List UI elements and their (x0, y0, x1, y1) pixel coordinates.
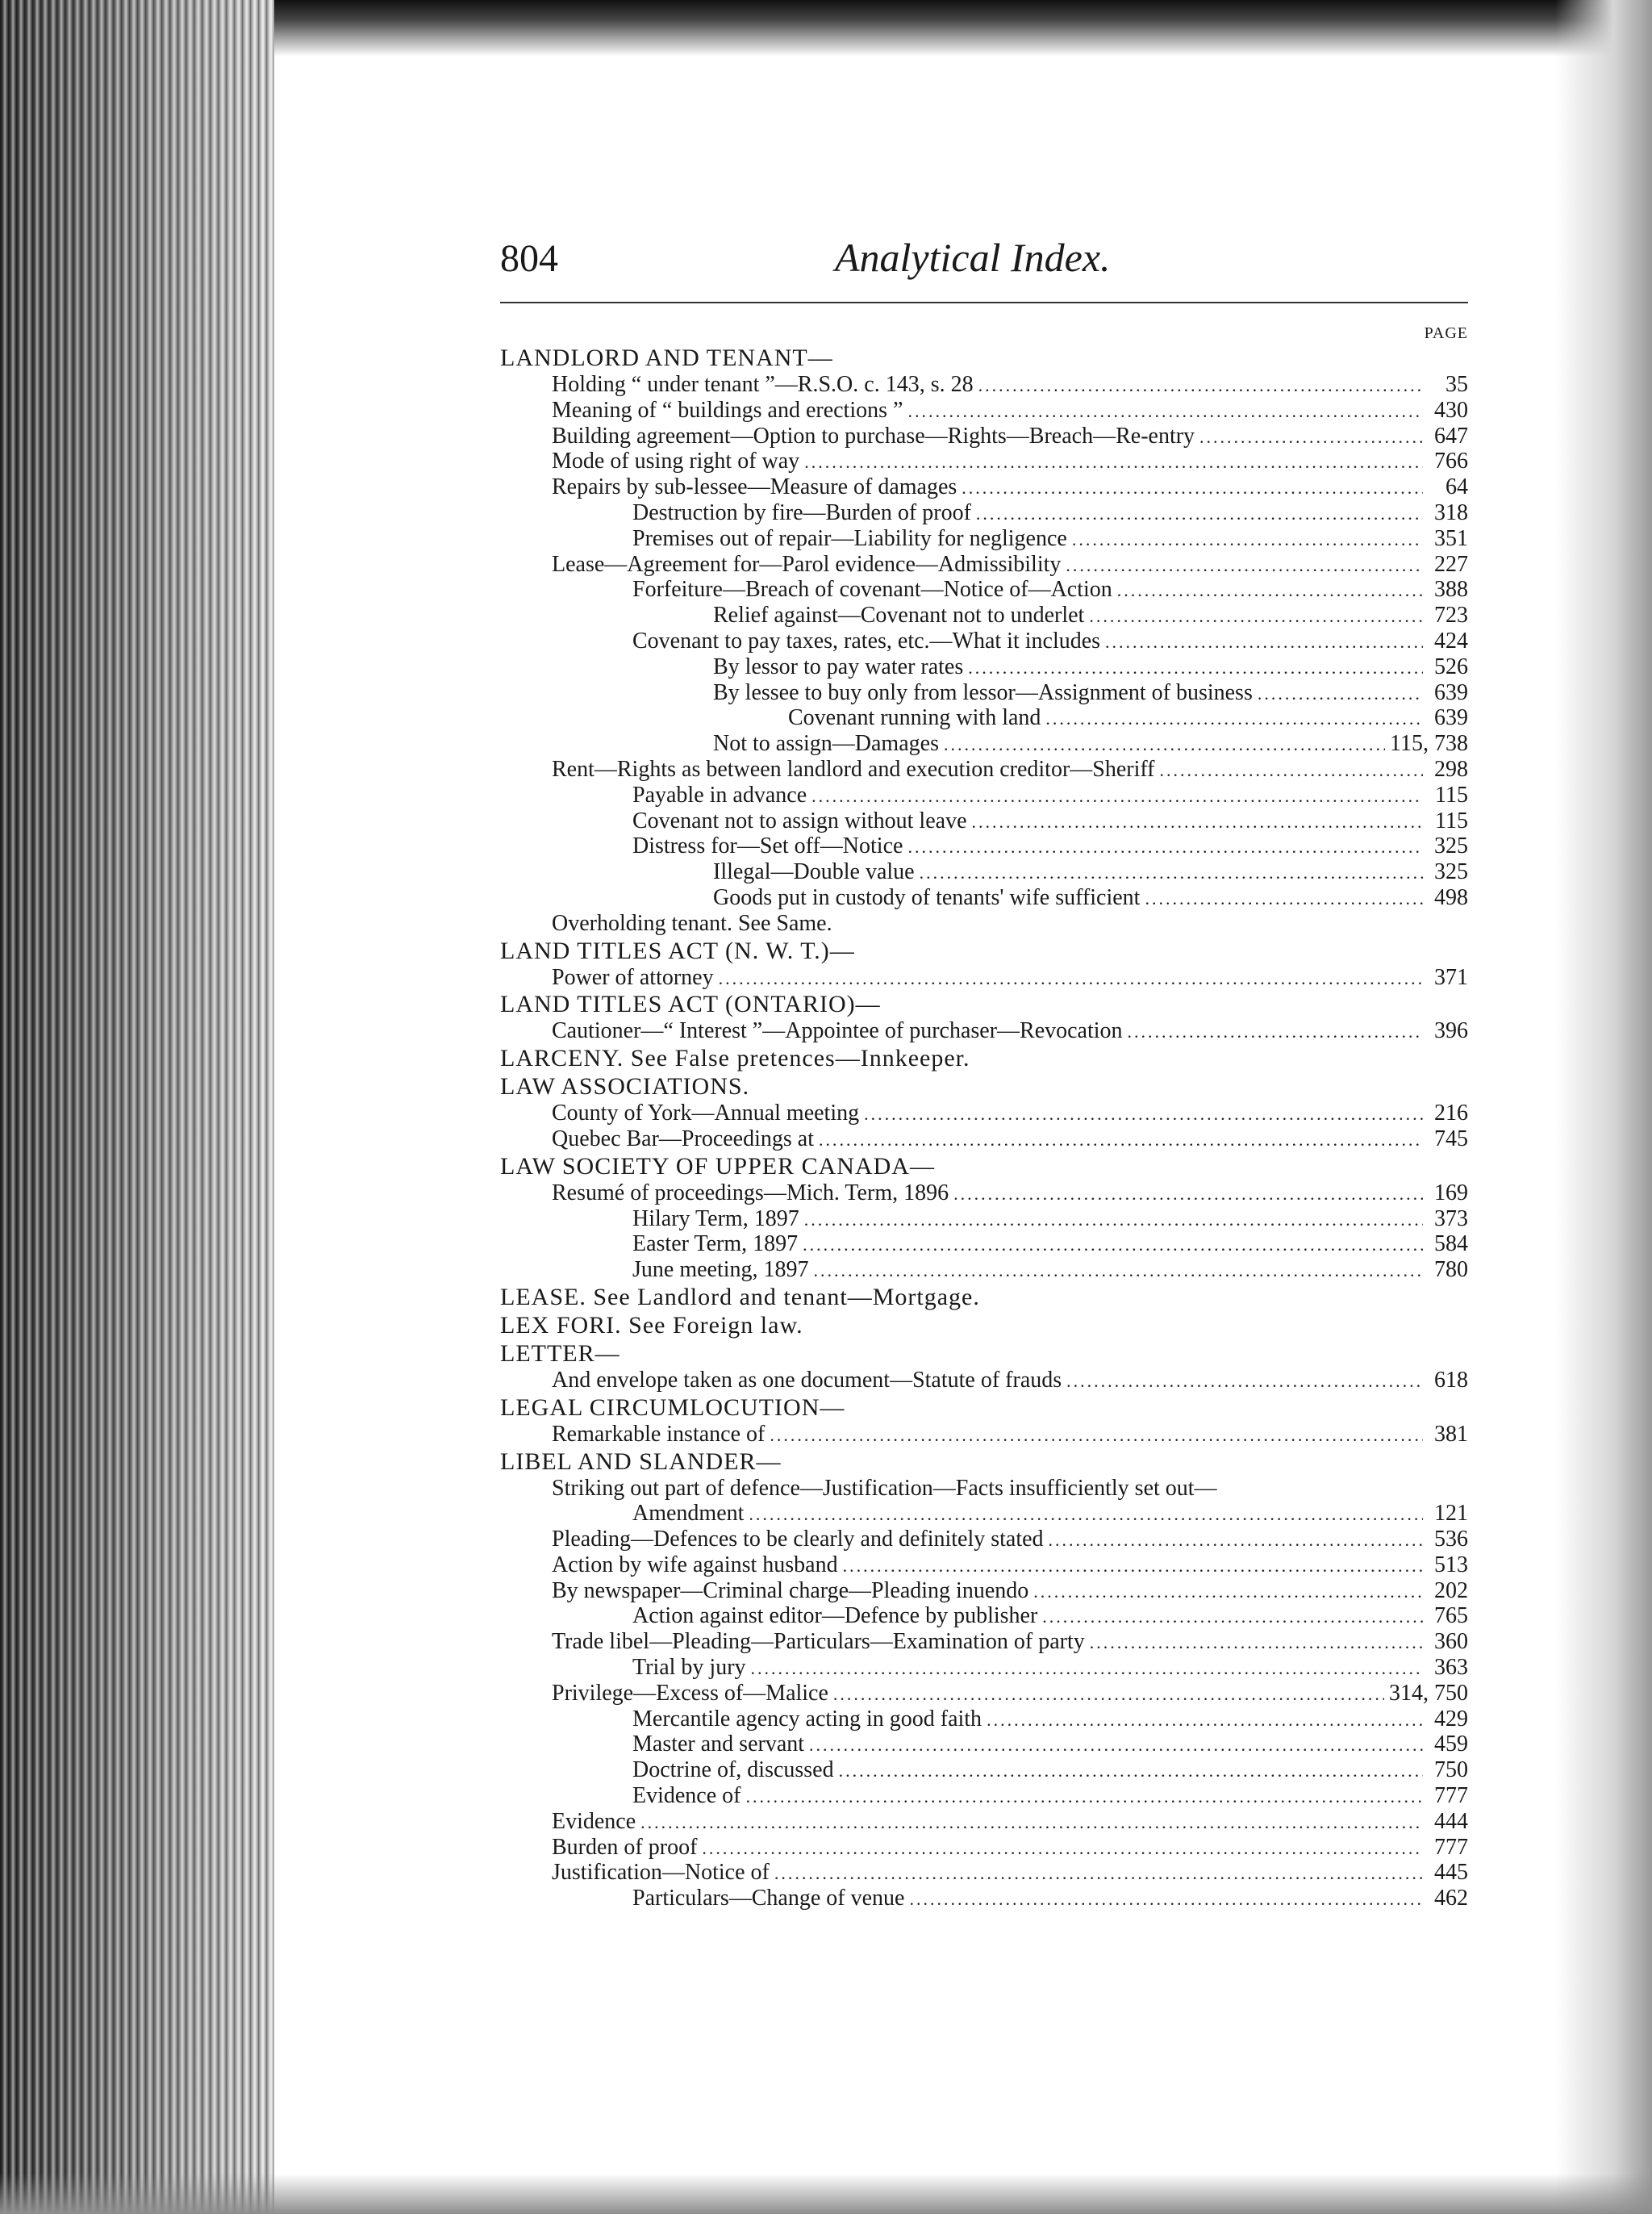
entry-page-number: 618 (1434, 1367, 1468, 1393)
dot-leader (1042, 1604, 1423, 1630)
index-entry (500, 757, 1468, 783)
index-entry (500, 1886, 1468, 1911)
entry-text: By newspaper—Criminal charge—Pleading inuendo (552, 1577, 1029, 1603)
entry-page-number: 169 (1434, 1180, 1468, 1205)
entry-text: Remarkable instance of (552, 1421, 766, 1447)
dot-leader (809, 1732, 1423, 1758)
entry-text: Cautioner—“ Interest ”—Appointee of purchaser—Revocation (552, 1018, 1123, 1044)
index-entry (500, 1126, 1468, 1152)
entry-text: By lessor to pay water rates (713, 654, 964, 679)
dot-leader (843, 1553, 1423, 1579)
dot-leader (864, 1101, 1423, 1127)
dot-leader (1199, 424, 1423, 450)
index-heading (500, 1072, 1468, 1101)
index-page (500, 234, 1468, 1911)
entry-text: Destruction by fire—Burden of proof (632, 499, 971, 525)
entry-text: Easter Term, 1897 (632, 1231, 799, 1257)
dot-leader (1033, 1579, 1423, 1605)
entry-page-number: 765 (1434, 1603, 1468, 1629)
entry-page-number: 536 (1434, 1527, 1468, 1552)
dot-leader (909, 1886, 1423, 1912)
index-entry (500, 1706, 1468, 1732)
index-entry (500, 577, 1468, 603)
entry-page-number: 462 (1434, 1886, 1468, 1911)
entry-text: Resumé of proceedings—Mich. Term, 1896 (552, 1180, 949, 1205)
entry-page-number: 445 (1434, 1860, 1468, 1886)
entry-text: Covenant not to assign without leave (632, 808, 967, 833)
entry-page-number: 325 (1434, 859, 1468, 885)
entry-page-number: 115 (1435, 782, 1468, 808)
entry-text: Goods put in custody of tenants' wife sufficient (713, 884, 1141, 910)
entry-text: Striking out part of defence—Justification—Facts insufficiently set out— (552, 1475, 1217, 1501)
entry-text: Overholding tenant. See Same. (552, 910, 832, 936)
entry-page-number: 381 (1434, 1421, 1468, 1447)
entry-page-number: 430 (1434, 397, 1468, 423)
dot-leader (1066, 553, 1423, 579)
entry-page-number: 115, 738 (1390, 731, 1468, 757)
entry-text: Meaning of “ buildings and erections ” (552, 397, 903, 423)
entry-page-number: 373 (1434, 1205, 1468, 1231)
index-heading (500, 1447, 1468, 1476)
entry-text: Pleading—Defences to be clearly and definitely stated (552, 1527, 1044, 1552)
dot-leader (1089, 604, 1423, 629)
dot-leader (819, 1127, 1423, 1153)
entry-page-number: 363 (1434, 1655, 1468, 1681)
dot-leader (907, 834, 1423, 860)
dot-leader (1090, 1630, 1423, 1656)
scan-bottom-edge (0, 2174, 1652, 2214)
index-entry (500, 1732, 1468, 1757)
dot-leader (987, 1707, 1423, 1733)
dot-leader (719, 966, 1423, 992)
entry-page-number: 777 (1434, 1783, 1468, 1809)
entry-text: Trial by jury (632, 1655, 746, 1681)
dot-leader (814, 1258, 1423, 1284)
index-entry (500, 1860, 1468, 1886)
page-header (500, 234, 1468, 303)
dot-leader (907, 399, 1423, 424)
entry-text: LEX FORI. See Foreign law. (500, 1311, 803, 1339)
dot-leader (1066, 1368, 1423, 1394)
dot-leader (978, 373, 1423, 399)
index-entry (500, 1018, 1468, 1044)
dot-leader (1117, 578, 1423, 604)
entry-page-number: 424 (1434, 628, 1468, 654)
entry-text: June meeting, 1897 (632, 1257, 809, 1283)
index-heading (500, 1339, 1468, 1368)
dot-leader (1128, 1019, 1423, 1045)
index-entry (500, 1527, 1468, 1552)
index-entry (500, 705, 1468, 731)
index-entry (500, 1603, 1468, 1629)
entry-text: Amendment (632, 1501, 745, 1527)
entry-text: Power of attorney (552, 964, 714, 990)
dot-leader (746, 1784, 1424, 1810)
index-entry (500, 474, 1468, 500)
entry-text: LEASE. See Landlord and tenant—Mortgage. (500, 1283, 980, 1310)
entry-text: LAND TITLES ACT (N. W. T.)— (500, 937, 855, 964)
entry-text: Mode of using right of way (552, 449, 800, 474)
index-entry (500, 526, 1468, 552)
entry-text: Action by wife against husband (552, 1552, 838, 1577)
entry-text: LEGAL CIRCUMLOCUTION— (500, 1393, 845, 1421)
entry-page-number: 444 (1434, 1808, 1468, 1834)
index-entry (500, 1206, 1468, 1232)
entry-page-number: 64 (1446, 474, 1468, 500)
entry-page-number: 298 (1434, 756, 1468, 782)
index-heading (500, 344, 1468, 372)
index-entry (500, 1101, 1468, 1126)
dot-leader (962, 475, 1423, 501)
dot-leader (751, 1656, 1423, 1681)
index-entry (500, 1552, 1468, 1578)
entry-text: And envelope taken as one document—Statute of frauds (552, 1367, 1062, 1393)
index-entry (500, 629, 1468, 654)
index-heading (500, 937, 1468, 965)
entry-page-number: 777 (1434, 1834, 1468, 1860)
entry-page-number: 750 (1434, 1757, 1468, 1783)
entry-page-number: 227 (1434, 551, 1468, 577)
entry-page-number: 429 (1434, 1706, 1468, 1732)
index-entry (500, 885, 1468, 911)
index-entry (500, 1231, 1468, 1257)
dot-leader (811, 783, 1423, 809)
entry-page-number: 318 (1434, 499, 1468, 525)
dot-leader (944, 732, 1385, 758)
dot-leader (1258, 681, 1423, 707)
dot-leader (953, 1181, 1423, 1207)
entry-page-number: 639 (1434, 705, 1468, 731)
index-heading (500, 990, 1468, 1018)
index-heading (500, 1283, 1468, 1311)
dot-leader (804, 449, 1423, 475)
entry-text: Forfeiture—Breach of covenant—Notice of—Action (632, 577, 1112, 603)
page-number: 804 (500, 237, 558, 280)
entry-text: Not to assign—Damages (713, 731, 939, 757)
entry-page-number: 35 (1446, 372, 1468, 397)
entry-text: By lessee to buy only from lessor—Assignment of business (713, 679, 1253, 705)
index-entry (500, 1809, 1468, 1835)
dot-leader (968, 655, 1423, 681)
entry-text: Doctrine of, discussed (632, 1757, 834, 1783)
dot-leader (803, 1232, 1423, 1258)
index-entry (500, 1180, 1468, 1206)
index-entry (500, 1629, 1468, 1655)
entry-page-number: 639 (1434, 679, 1468, 705)
entry-text: Building agreement—Option to purchase—Rights—Breach—Re-entry (552, 423, 1195, 449)
entry-text: LAW ASSOCIATIONS. (500, 1073, 750, 1101)
dot-leader (702, 1836, 1423, 1861)
dot-leader (1105, 629, 1423, 655)
index-entry (500, 1368, 1468, 1393)
dot-leader (1072, 527, 1423, 553)
dot-leader (774, 1861, 1423, 1886)
index-entry (500, 1655, 1468, 1681)
index-entry (500, 449, 1468, 474)
dot-leader (1049, 1527, 1423, 1553)
entry-text: Hilary Term, 1897 (632, 1205, 799, 1231)
entry-page-number: 745 (1434, 1126, 1468, 1151)
index-entry (500, 1476, 1468, 1502)
index-heading (500, 1393, 1468, 1422)
index-entry (500, 911, 1468, 937)
dot-leader (640, 1810, 1423, 1836)
index-entry (500, 398, 1468, 424)
entry-page-number: 396 (1434, 1018, 1468, 1044)
entry-text: LETTER— (500, 1339, 620, 1367)
entry-text: Action against editor—Defence by publisher (632, 1603, 1038, 1629)
index-entry (500, 833, 1468, 859)
index-heading (500, 1152, 1468, 1180)
entry-text: Distress for—Set off—Notice (632, 833, 903, 859)
entry-text: Evidence (552, 1808, 636, 1834)
entry-page-number: 115 (1435, 808, 1468, 833)
entry-page-number: 647 (1434, 423, 1468, 449)
dot-leader (920, 860, 1423, 886)
entry-text: Justification—Notice of (552, 1860, 770, 1886)
index-entry (500, 424, 1468, 449)
index-entry (500, 1681, 1468, 1706)
entry-page-number: 325 (1434, 833, 1468, 859)
entry-text: Covenant running with land (788, 705, 1041, 731)
index-entry (500, 783, 1468, 808)
entry-text: Particulars—Change of venue (632, 1886, 905, 1911)
entry-text: Rent—Rights as between landlord and execution creditor—Sheriff (552, 756, 1155, 782)
index-entry (500, 1578, 1468, 1604)
entry-text: Illegal—Double value (713, 859, 915, 885)
index-entry (500, 1835, 1468, 1861)
dot-leader (1045, 706, 1423, 732)
entry-text: Lease—Agreement for—Parol evidence—Admissibility (552, 551, 1062, 577)
entry-text: Quebec Bar—Proceedings at (552, 1126, 814, 1151)
scan-right-edge (1555, 0, 1652, 2214)
index-entry (500, 859, 1468, 885)
entry-text: LANDLORD AND TENANT— (500, 345, 833, 371)
scan-left-book-edge (0, 0, 274, 2214)
entry-page-number: 216 (1434, 1101, 1468, 1126)
entry-text: Relief against—Covenant not to underlet (713, 603, 1085, 629)
index-entry (500, 1757, 1468, 1783)
index-entries (500, 344, 1468, 1911)
entry-text: Payable in advance (632, 782, 807, 808)
entry-page-number: 723 (1434, 603, 1468, 629)
index-entry (500, 552, 1468, 578)
entry-text: LAW SOCIETY OF UPPER CANADA— (500, 1152, 935, 1180)
entry-text: Mercantile agency acting in good faith (632, 1706, 982, 1732)
index-entry (500, 680, 1468, 706)
entry-page-number: 584 (1434, 1231, 1468, 1257)
index-heading (500, 1311, 1468, 1339)
entry-page-number: 766 (1434, 449, 1468, 474)
entry-page-number: 202 (1434, 1577, 1468, 1603)
entry-text: Master and servant (632, 1732, 805, 1757)
dot-leader (972, 809, 1424, 835)
index-entry (500, 1501, 1468, 1527)
entry-text: Trade libel—Pleading—Particulars—Examination of party (552, 1629, 1085, 1655)
entry-page-number: 388 (1434, 577, 1468, 603)
entry-page-number: 498 (1434, 884, 1468, 910)
entry-page-number: 459 (1434, 1732, 1468, 1757)
index-entry (500, 654, 1468, 680)
entry-text: Privilege—Excess of—Malice (552, 1680, 828, 1706)
index-entry (500, 603, 1468, 629)
dot-leader (1145, 886, 1423, 912)
entry-text: LIBEL AND SLANDER— (500, 1447, 782, 1475)
entry-text: Burden of proof (552, 1834, 698, 1860)
index-entry (500, 808, 1468, 834)
dot-leader (833, 1681, 1384, 1707)
dot-leader (804, 1207, 1423, 1233)
page-title: Analytical Index. (835, 235, 1111, 280)
entry-page-number: 780 (1434, 1257, 1468, 1283)
entry-page-number: 314, 750 (1389, 1680, 1468, 1706)
entry-text: Premises out of repair—Liability for negligence (632, 525, 1067, 551)
dot-leader (976, 501, 1423, 527)
dot-leader (749, 1502, 1423, 1527)
entry-page-number: 360 (1434, 1629, 1468, 1655)
index-entry (500, 1422, 1468, 1447)
entry-page-number: 371 (1434, 964, 1468, 990)
index-entry (500, 731, 1468, 757)
entry-text: LARCENY. See False pretences—Innkeeper. (500, 1045, 970, 1072)
index-entry (500, 1257, 1468, 1283)
entry-text: Evidence of (632, 1783, 741, 1809)
entry-text: County of York—Annual meeting (552, 1101, 860, 1126)
dot-leader (1160, 758, 1423, 783)
entry-page-number: 351 (1434, 525, 1468, 551)
dot-leader (839, 1758, 1423, 1784)
dot-leader (770, 1422, 1423, 1448)
entry-page-number: 121 (1434, 1501, 1468, 1527)
index-entry (500, 372, 1468, 398)
page-column-label: PAGE (1424, 324, 1468, 342)
index-entry (500, 500, 1468, 526)
entry-text: Covenant to pay taxes, rates, etc.—What it includes (632, 628, 1101, 654)
entry-text: Repairs by sub-lessee—Measure of damages (552, 474, 957, 500)
index-entry (500, 1783, 1468, 1809)
entry-page-number: 513 (1434, 1552, 1468, 1577)
entry-text: Holding “ under tenant ”—R.S.O. c. 143, s. 28 (552, 372, 974, 397)
index-entry (500, 965, 1468, 991)
index-heading (500, 1044, 1468, 1072)
entry-text: LAND TITLES ACT (ONTARIO)— (500, 991, 881, 1018)
entry-page-number: 526 (1434, 654, 1468, 679)
